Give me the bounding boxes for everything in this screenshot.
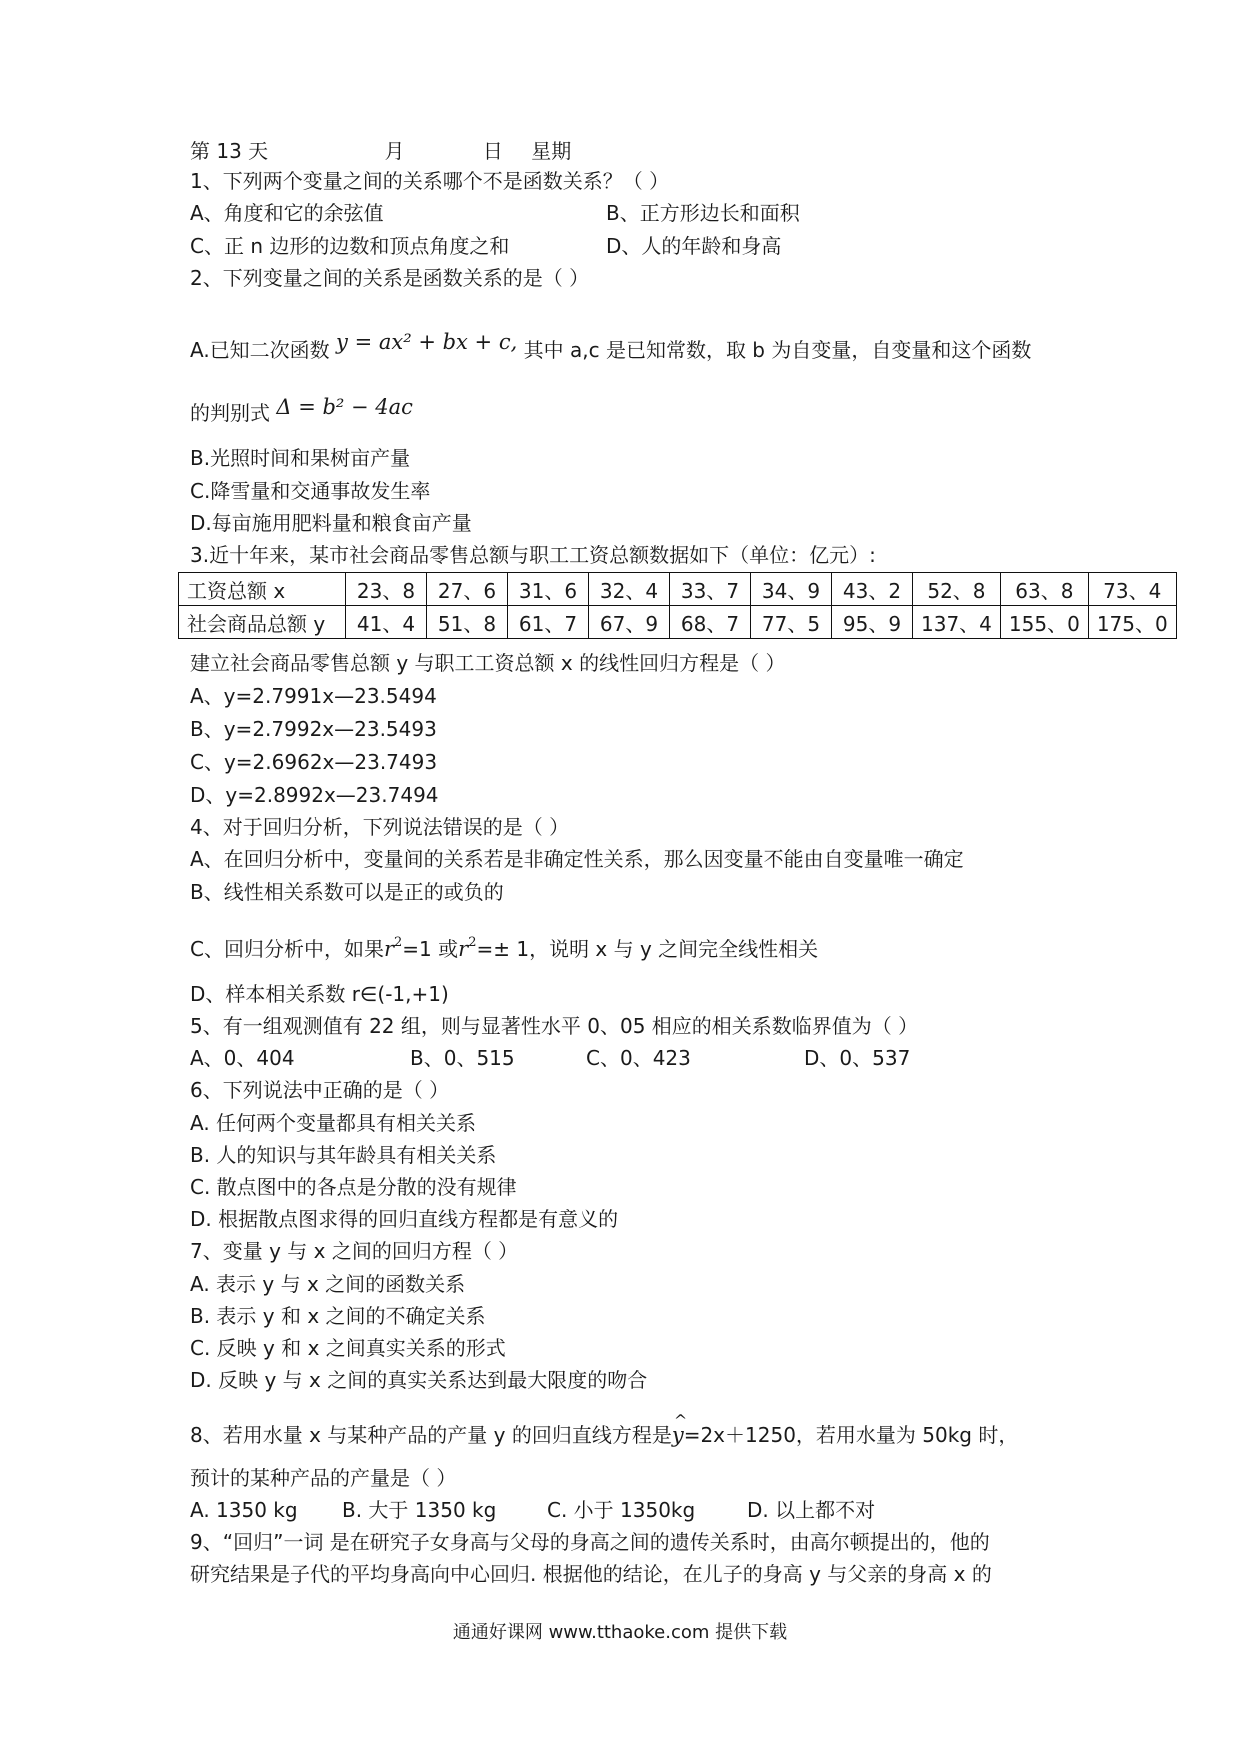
row-y-label: 社会商品总额 y — [179, 606, 346, 639]
q3-option-b: B、y=2.7992x—23.5493 — [190, 717, 437, 741]
q3-stem: 3.近十年来，某市社会商品零售总额与职工工资总额数据如下（单位：亿元）: — [190, 543, 876, 567]
table-cell: 63、8 — [1000, 573, 1088, 606]
q2-option-a-suffix: 其中 a,c 是已知常数，取 b 为自变量，自变量和这个函数 — [523, 338, 1032, 362]
q2-option-a-prefix: A.已知二次函数 — [190, 338, 330, 362]
row-x-label: 工资总额 x — [179, 573, 346, 606]
q4-option-c — [190, 932, 818, 962]
q1-option-b: B、正方形边长和面积 — [606, 201, 800, 225]
q4-option-a: A、在回归分析中，变量间的关系若是非确定性关系，那么因变量不能由自变量唯一确定 — [190, 847, 964, 871]
y-hat-symbol: ^ y — [672, 1422, 684, 1448]
q8-stem-prefix: 8、若用水量 x 与某种产品的产量 y 的回归直线方程是 — [190, 1423, 672, 1447]
q9-line2: 研究结果是子代的平均身高向中心回归. 根据他的结论，在儿子的身高 y 与父亲的身高 x 的 — [190, 1562, 992, 1586]
q8-option-d: D. 以上都不对 — [747, 1498, 876, 1522]
table-cell: 77、5 — [751, 606, 832, 639]
q5-option-d: D、0、537 — [804, 1046, 911, 1070]
q1-stem: 1、下列两个变量之间的关系哪个不是函数关系？（ ） — [190, 169, 670, 193]
q7-option-d: D. 反映 y 与 x 之间的真实关系达到最大限度的吻合 — [190, 1368, 648, 1392]
header-date: 日 — [482, 139, 503, 163]
q2-option-d: D.每亩施用肥料量和粮食亩产量 — [190, 511, 472, 535]
table-cell: 43、2 — [832, 573, 913, 606]
q4-option-c-suffix: =± 1，说明 x 与 y 之间完全线性相关 — [476, 937, 819, 961]
q4-option-b: B、线性相关系数可以是正的或负的 — [190, 880, 504, 904]
q3-option-c: C、y=2.6962x—23.7493 — [190, 750, 438, 774]
table-cell: 67、9 — [589, 606, 670, 639]
q7-option-a: A. 表示 y 与 x 之间的函数关系 — [190, 1272, 466, 1296]
table-cell: 175、0 — [1088, 606, 1176, 639]
table-cell: 41、4 — [346, 606, 427, 639]
hat-mark: ^ — [673, 1411, 688, 1430]
table-cell: 95、9 — [832, 606, 913, 639]
q4-option-c-prefix: C、回归分析中，如果 — [190, 937, 384, 961]
table-cell: 32、4 — [589, 573, 670, 606]
r-squared-symbol: $r^2$ — [383, 935, 403, 961]
footer-credit: 通通好课网 www.tthaoke.com 提供下载 — [452, 1622, 788, 1643]
table-cell: 31、6 — [508, 573, 589, 606]
table-cell: 73、4 — [1088, 573, 1176, 606]
r-squared-symbol: $r^2$ — [458, 935, 477, 961]
q2-option-c: C.降雪量和交通事故发生率 — [190, 479, 431, 503]
discriminant-formula: Δ = b² − 4ac — [276, 395, 413, 419]
q4-option-d: D、样本相关系数 r∈(-1,+1) — [190, 982, 449, 1006]
q2-option-b: B.光照时间和果树亩产量 — [190, 446, 411, 470]
q2-option-a-line2 — [190, 395, 413, 426]
q7-option-b: B. 表示 y 和 x 之间的不确定关系 — [190, 1304, 486, 1328]
q7-option-c: C. 反映 y 和 x 之间真实关系的形式 — [190, 1336, 506, 1360]
q6-option-d: D. 根据散点图求得的回归直线方程都是有意义的 — [190, 1207, 619, 1231]
q9-line1: 9、“回归”一词 是在研究子女身高与父母的身高之间的遗传关系时，由高尔顿提出的，他的 — [190, 1530, 990, 1554]
table-cell: 52、8 — [913, 573, 1001, 606]
q1-option-d: D、人的年龄和身高 — [606, 234, 782, 258]
q6-option-a: A. 任何两个变量都具有相关关系 — [190, 1111, 477, 1135]
q1-option-c: C、正 n 边形的边数和顶点角度之和 — [190, 234, 510, 258]
table-cell: 33、7 — [670, 573, 751, 606]
header-day: 第 13 天 — [190, 139, 269, 163]
q3-question: 建立社会商品零售总额 y 与职工工资总额 x 的线性回归方程是（ ） — [190, 651, 786, 675]
q4-option-c-mid: =1 或 — [402, 937, 459, 961]
table-cell: 34、9 — [751, 573, 832, 606]
q3-option-d: D、y=2.8992x—23.7494 — [190, 783, 439, 807]
q5-stem: 5、有一组观测值有 22 组，则与显著性水平 0、05 相应的相关系数临界值为（ ） — [190, 1014, 919, 1038]
q1-option-a: A、角度和它的余弦值 — [190, 201, 384, 225]
q3-data-table — [178, 572, 1177, 639]
q3-option-a: A、y=2.7991x—23.5494 — [190, 684, 437, 708]
quadratic-formula: y = ax² + bx + c, — [336, 330, 518, 354]
q6-option-c: C. 散点图中的各点是分散的没有规律 — [190, 1175, 517, 1199]
table-cell: 51、8 — [427, 606, 508, 639]
table-cell: 23、8 — [346, 573, 427, 606]
q6-option-b: B. 人的知识与其年龄具有相关关系 — [190, 1143, 497, 1167]
q8-option-c: C. 小于 1350kg — [547, 1498, 696, 1522]
header-line — [190, 138, 571, 164]
q5-option-c: C、0、423 — [586, 1046, 691, 1070]
header-month: 月 — [384, 139, 405, 163]
header-weekday: 星期 — [531, 139, 572, 163]
q2-stem: 2、下列变量之间的关系是函数关系的是（ ） — [190, 266, 590, 290]
q8-stem — [190, 1411, 1019, 1448]
table-row-x — [179, 573, 1177, 606]
q8-option-a: A. 1350 kg — [190, 1498, 298, 1522]
q7-stem: 7、变量 y 与 x 之间的回归方程（ ） — [190, 1239, 519, 1263]
table-row-y — [179, 606, 1177, 639]
q8-option-b: B. 大于 1350 kg — [342, 1498, 497, 1522]
table-cell: 137、4 — [913, 606, 1001, 639]
q5-option-a: A、0、404 — [190, 1046, 295, 1070]
q2-option-a-line1 — [190, 330, 1032, 363]
table-cell: 27、6 — [427, 573, 508, 606]
q8-stem-suffix: =2x＋1250，若用水量为 50kg 时， — [683, 1423, 1019, 1447]
q5-option-b: B、0、515 — [410, 1046, 515, 1070]
q2-option-a-line2-prefix: 的判别式 — [190, 401, 270, 425]
q4-stem: 4、对于回归分析，下列说法错误的是（ ） — [190, 815, 570, 839]
q8-stem-line2: 预计的某种产品的产量是（ ） — [190, 1466, 457, 1490]
table-cell: 155、0 — [1000, 606, 1088, 639]
table-cell: 61、7 — [508, 606, 589, 639]
q6-stem: 6、下列说法中正确的是（ ） — [190, 1078, 450, 1102]
table-cell: 68、7 — [670, 606, 751, 639]
